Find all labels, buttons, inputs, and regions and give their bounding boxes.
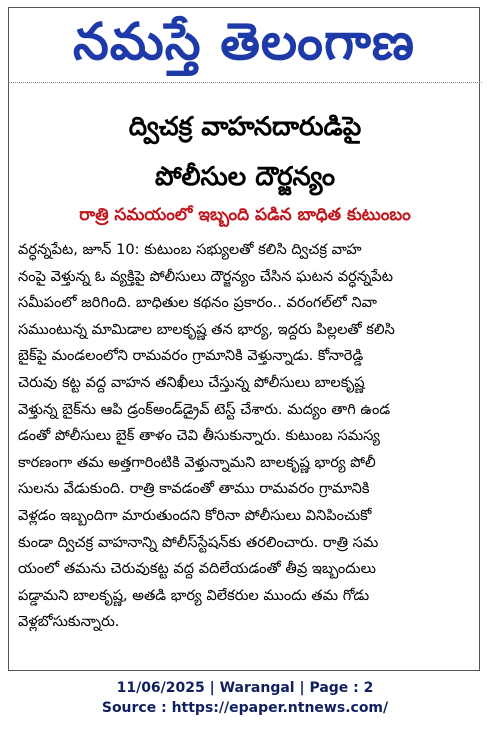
article-line: కారణంగా తమ అత్తగారింటికి వెళ్తున్నామని బాలకృష్ణ భార్య పోలీ (18, 453, 376, 471)
article-body (18, 237, 455, 636)
article-line: వెళ్లబోసుకున్నారు. (18, 613, 120, 631)
footer-meta: 11/06/2025 | Warangal | Page : 2 (116, 680, 374, 696)
article-line: పడ్డామని బాలకృష్ణ, అతడి భార్య విలేకరుల ముందు తమ గోడు (18, 586, 370, 604)
article-line: వెళ్లడం ఇబ్బందిగా మారుతుందని కోరినా పోలీసులు వినిపించుకో (18, 506, 372, 524)
article-line: డంతో పోలీసులు బైక్ తాళం చెవి తీసుకున్నారు. కుటుంబ సమస్య (18, 427, 380, 445)
headline-line-1: ద్విచక్ర వాహనదారుడిపై (128, 112, 362, 142)
article-line: వెళ్తున్న బైక్‌ను ఆపి డ్రంక్‌అండ్‌డ్రైవ్ టెస్ట్ చేశారు. మద్యం తాగి ఉండ (18, 400, 391, 418)
article-line: యంలో తమను చెరువుకట్ట వద్ద వదిలేయడంతో తీవ్ర ఇబ్బందులు (18, 560, 376, 578)
article-line: వర్ధన్నపేట, జూన్ 10: కుటుంబ సభ్యులతో కలిసి ద్విచక్ర వాహ (18, 241, 362, 258)
article-line: సమీపంలో జరిగింది. బాధితుల కథనం ప్రకారం.. వరంగల్‌లో నివా (18, 294, 377, 312)
article-line: చెరువు కట్ట వద్ద వాహన తనిఖీలు చేస్తున్న పోలీసులు బాలకృష్ణ (18, 373, 365, 391)
article-line: సులను వేడుకుంది. రాత్రి కావడంతో తాము రామవరం గ్రామానికి (18, 480, 370, 498)
footer-source: Source : https://epaper.ntnews.com/ (101, 700, 389, 716)
headline-line-2: పోలీసుల దౌర్జన్యం (154, 162, 336, 192)
masthead-divider (8, 82, 482, 83)
article-line: కుండా ద్విచక్ర వాహనాన్ని పోలీస్‌స్టేషన్‌కు తరలించారు. రాత్రి సమ (18, 533, 379, 551)
subheadline: రాత్రి సమయంలో ఇబ్బంది పడిన బాధిత కుటుంబం (79, 205, 411, 225)
masthead-logo: నమస్తే తెలంగాణ (72, 12, 416, 72)
article-line: బైక్‌పై మండలంలోని రామవరం గ్రామానికి వెళ్తున్నాడు. కోనారెడ్డి (18, 347, 364, 365)
article-line: నంపై వెళ్తున్న ఓ వ్యక్తిపై పోలీసులు దౌర్జన్యం చేసిన ఘటన వర్ధన్నపేట (18, 267, 393, 285)
article-line: సముంటున్న మామిడాల బాలకృష్ణ తన భార్య, ఇద్దరు పిల్లలతో కలిసి (18, 320, 395, 338)
newspaper-masthead (9, 8, 479, 88)
